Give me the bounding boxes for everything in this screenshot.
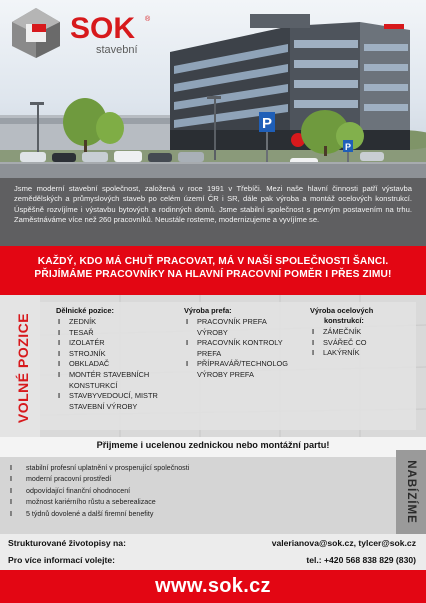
open-positions-label: VOLNÉ POZICE — [15, 312, 31, 424]
list-item: I odpovídající finanční ohodnocení — [10, 486, 189, 497]
column-heading: Výroba ocelových — [310, 306, 374, 315]
we-offer-label: NABÍZÍME — [396, 450, 426, 534]
cv-emails[interactable]: valerianova@sok.cz, tylcer@sok.cz — [271, 538, 416, 548]
hero-photo — [0, 0, 426, 178]
phone-number[interactable]: tel.: +420 568 838 829 (830) — [306, 555, 416, 565]
footer-banner — [0, 570, 426, 603]
list-item-continued: KONSTURKCÍ — [69, 380, 118, 390]
parking-sign-letter: P — [262, 115, 273, 132]
recruiting-headline — [0, 246, 426, 295]
list-item: I moderní pracovní prostředí — [10, 474, 189, 485]
column-steel-structures — [310, 306, 373, 359]
column-heading: Dělnické pozice: — [56, 306, 114, 315]
list-item: I OBKLADAČ — [56, 359, 158, 370]
list-item: I ZEDNÍK — [56, 317, 158, 328]
list-item: I LAKÝRNÍK — [310, 348, 373, 359]
list-item: I stabilní profesní uplatnění v prosperující společnosti — [10, 463, 189, 474]
list-item: I možnost kariérního růstu a seberealizace — [10, 497, 189, 508]
column-prefa-production — [184, 306, 288, 381]
sok-logo-mark-icon — [8, 6, 64, 60]
list-item-continued: STAVEBNÍ VÝROBY — [69, 401, 138, 411]
headline-line-2: PŘIJÍMÁME PRACOVNÍKY NA HLAVNÍ PRACOVNÍ POMĚR I PŘES ZIMU! — [34, 269, 392, 280]
headline-line-1: KAŽDÝ, KDO MÁ CHUŤ PRACOVAT, MÁ V NAŠÍ SPOLEČNOSTI ŠANCI. — [37, 256, 389, 267]
list-item: I IZOLATÉR — [56, 338, 158, 349]
column-manual-positions — [56, 306, 158, 412]
cv-label: Strukturované životopisy na: — [8, 538, 126, 548]
logo-wordmark: SOK — [70, 12, 136, 45]
list-item: I PRACOVNÍK KONTROLY — [184, 338, 288, 349]
list-item: I SVÁŘEČ CO — [310, 338, 373, 349]
logo-registered-mark: ® — [145, 16, 151, 23]
list-item: I STAVBYVEDOUCÍ, MISTR — [56, 391, 158, 402]
info-label: Pro více informací volejte: — [8, 555, 115, 565]
website-link[interactable]: www.sok.cz — [155, 575, 271, 597]
sok-logo — [8, 6, 158, 60]
list-item: I 5 týdnů dovolené a další firemní benefity — [10, 509, 189, 520]
logo-subtitle: stavební — [96, 44, 138, 56]
list-item-continued: VÝROBY — [197, 327, 228, 337]
list-item: I PŘÍPRAVÁŘ/TECHNOLOG — [184, 359, 288, 370]
column-heading: Výroba prefa: — [184, 306, 232, 315]
list-item-continued: PREFA — [197, 348, 222, 358]
office-building — [170, 14, 410, 150]
column-heading-2: konstrukcí: — [324, 316, 364, 325]
list-item: I ZÁMEČNÍK — [310, 327, 373, 338]
list-item: I MONTÉR STAVEBNÍCH — [56, 370, 158, 381]
list-item-continued: VÝROBY PREFA — [197, 369, 254, 379]
company-intro: Jsme moderní stavební společnost, založená v roce 1991 v Třebíči. Mezi naše hlavní činnosti patří výstavba zemědělských a průmyslových staveb po celém území ČR i SR, dále pak výroba a montáž ocelových konstrukcí. Úspěšně rozvíjíme i výstavbu bytových a rodinných domů. Jsme stabilní společnost s pevným postavením na trhu. Zaměstnáváme více než 260 pracovníků. Neustále rosteme, modernizujeme a vyvíjíme se. — [0, 178, 426, 246]
list-item: I STROJNÍK — [56, 349, 158, 360]
parking-sign-letter-small: P — [345, 142, 352, 152]
list-item: I PRACOVNÍK PREFA — [184, 317, 288, 328]
crew-hiring-note: Přijmeme i ucelenou zednickou nebo montážní partu! — [96, 440, 330, 450]
benefits-list — [10, 463, 189, 520]
list-item: I TESAŘ — [56, 328, 158, 339]
